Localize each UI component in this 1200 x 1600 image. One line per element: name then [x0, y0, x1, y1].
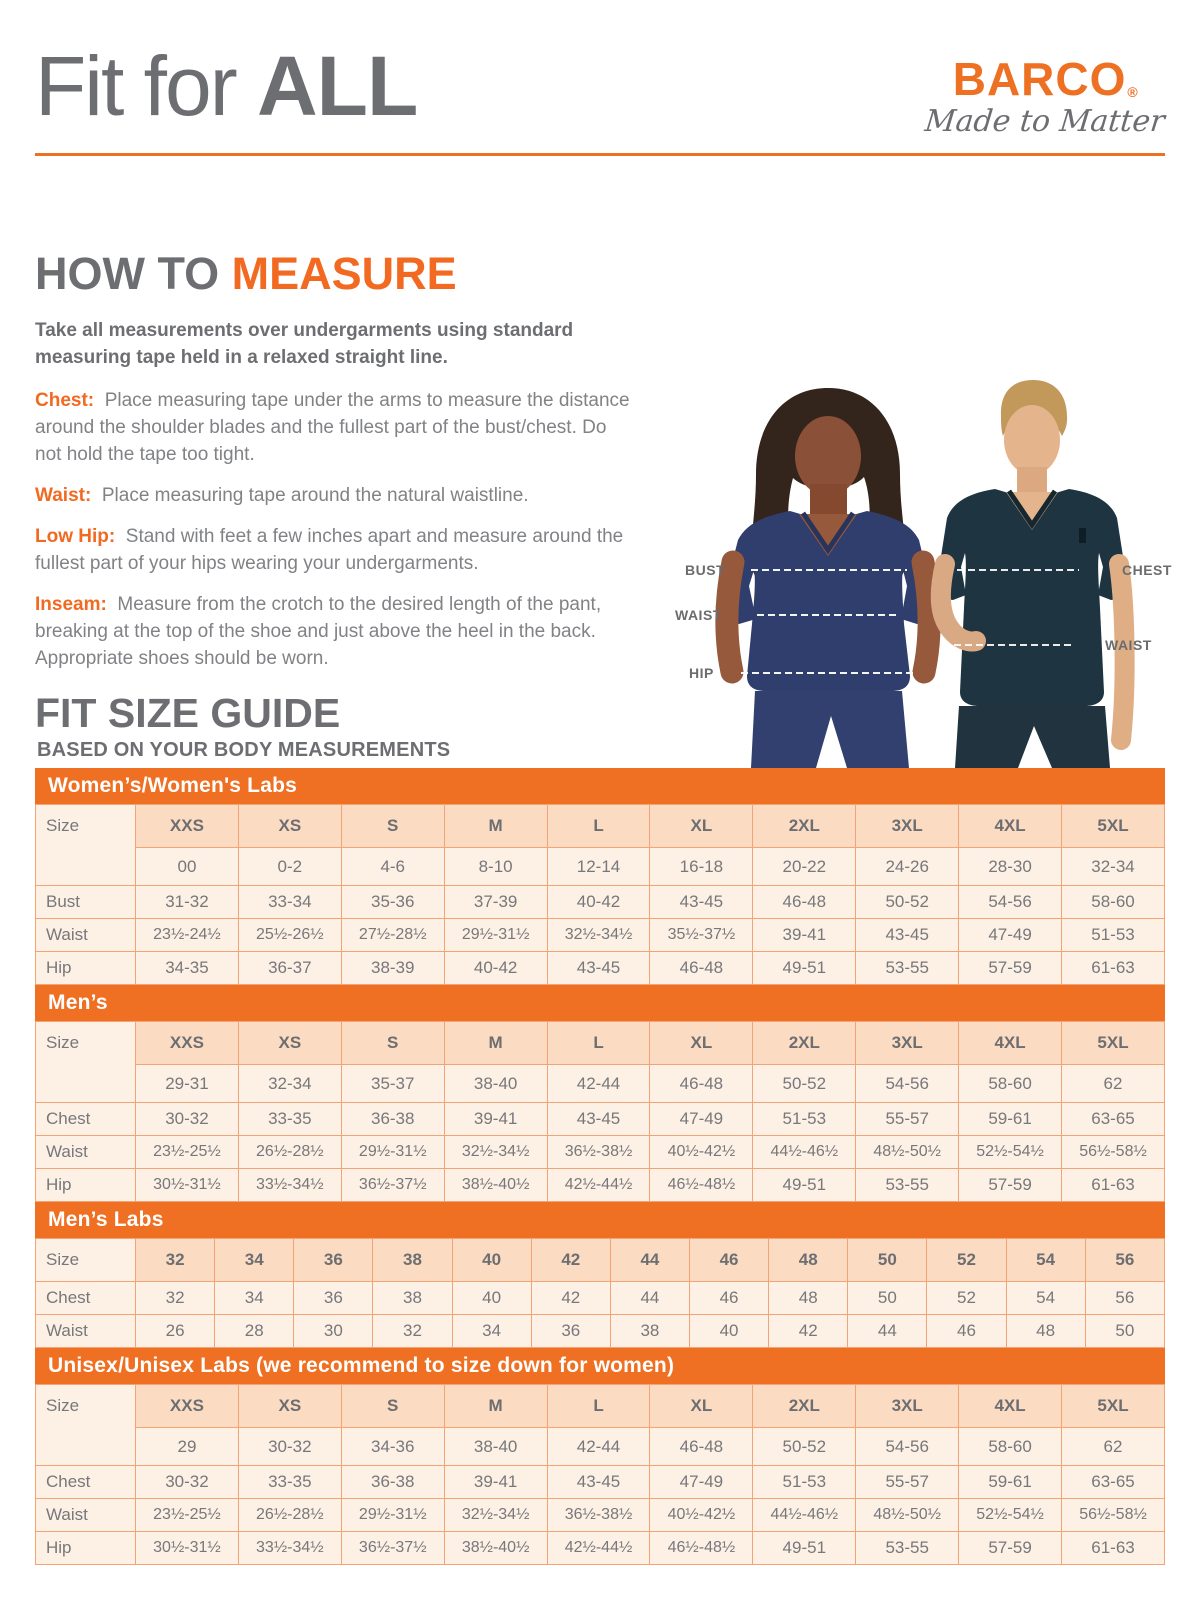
- size-header-cell: 5XL: [1062, 1022, 1165, 1065]
- numeric-size-cell: 0-2: [238, 848, 341, 886]
- waist-label-man: WAIST: [1105, 637, 1152, 653]
- measurement-cell: 29½-31½: [341, 1136, 444, 1169]
- measurement-cell: 50-52: [856, 886, 959, 919]
- size-table: [35, 1384, 1165, 1565]
- measurement-cell: 47-49: [650, 1103, 753, 1136]
- measurement-cell: 51-53: [753, 1466, 856, 1499]
- numeric-size-cell: 46-48: [650, 1065, 753, 1103]
- size-header-cell: 2XL: [753, 1385, 856, 1428]
- measure-item-inseam: [35, 592, 635, 673]
- numeric-size-cell: 8-10: [444, 848, 547, 886]
- measurement-cell: 47-49: [959, 919, 1062, 952]
- measurement-cell: 33-34: [238, 886, 341, 919]
- numeric-size-cell: 32-34: [1062, 848, 1165, 886]
- measurement-cell: 46½-48½: [650, 1169, 753, 1202]
- size-header-cell: L: [547, 805, 650, 848]
- row-label: Bust: [36, 886, 136, 919]
- measurement-cell: 35½-37½: [650, 919, 753, 952]
- size-header-cell: 38: [373, 1239, 452, 1282]
- page-title-light: Fit for: [35, 39, 258, 133]
- measurement-cell: 40: [452, 1282, 531, 1315]
- numeric-size-cell: 54-56: [856, 1428, 959, 1466]
- size-header-cell: XS: [238, 1022, 341, 1065]
- numeric-size-cell: 29: [136, 1428, 239, 1466]
- table-banner: Women’s/Women's Labs: [35, 768, 1165, 804]
- size-table: [35, 1238, 1165, 1348]
- size-header-cell: S: [341, 1385, 444, 1428]
- brand-tagline: Made to Matter: [923, 104, 1167, 139]
- table-banner: Unisex/Unisex Labs (we recommend to size down for women): [35, 1348, 1165, 1384]
- numeric-size-cell: 38-40: [444, 1428, 547, 1466]
- size-header-cell: 2XL: [753, 1022, 856, 1065]
- heading-gray-part: HOW TO: [35, 248, 232, 299]
- bust-label: BUST: [685, 562, 726, 578]
- table-banner: Men’s Labs: [35, 1202, 1165, 1238]
- measurement-cell: 48½-50½: [856, 1499, 959, 1532]
- measurement-cell: 36½-37½: [341, 1169, 444, 1202]
- page-header: [35, 39, 1167, 139]
- row-label: Waist: [36, 1315, 136, 1348]
- measurement-cell: 33½-34½: [238, 1169, 341, 1202]
- measurement-cell: 33-35: [238, 1466, 341, 1499]
- measure-item-waist: [35, 483, 635, 510]
- measurement-cell: 53-55: [856, 1532, 959, 1565]
- size-header-cell: 40: [452, 1239, 531, 1282]
- measurement-cell: 61-63: [1062, 1169, 1165, 1202]
- numeric-size-cell: 16-18: [650, 848, 753, 886]
- size-table-womens: [35, 768, 1165, 985]
- measurement-cell: 48½-50½: [856, 1136, 959, 1169]
- measurement-cell: 26½-28½: [238, 1499, 341, 1532]
- measurement-cell: 36: [531, 1315, 610, 1348]
- row-label: Hip: [36, 1532, 136, 1565]
- measurement-cell: 43-45: [856, 919, 959, 952]
- measurement-cell: 31-32: [136, 886, 239, 919]
- measurement-cell: 44½-46½: [753, 1136, 856, 1169]
- measurement-cell: 57-59: [959, 1169, 1062, 1202]
- size-header-cell: L: [547, 1022, 650, 1065]
- page-title-bold: ALL: [257, 39, 418, 133]
- measurement-cell: 47-49: [650, 1466, 753, 1499]
- measurement-cell: 46-48: [753, 886, 856, 919]
- size-header-cell: XL: [650, 805, 753, 848]
- measurement-cell: 48: [1006, 1315, 1085, 1348]
- size-header-cell: 2XL: [753, 805, 856, 848]
- measurement-cell: 50: [1085, 1315, 1164, 1348]
- fit-size-guide-subtitle: BASED ON YOUR BODY MEASUREMENTS: [37, 739, 451, 761]
- measurement-cell: 42½-44½: [547, 1169, 650, 1202]
- measurement-cell: 36-38: [341, 1103, 444, 1136]
- measurement-cell: 36: [294, 1282, 373, 1315]
- measurement-cell: 44½-46½: [753, 1499, 856, 1532]
- row-label: Hip: [36, 952, 136, 985]
- numeric-size-cell: 00: [136, 848, 239, 886]
- measurement-cell: 53-55: [856, 1169, 959, 1202]
- size-header-cell: XL: [650, 1385, 753, 1428]
- numeric-size-cell: 12-14: [547, 848, 650, 886]
- measure-item-text: Place measuring tape around the natural waistline.: [101, 484, 529, 506]
- measurement-cell: 46½-48½: [650, 1532, 753, 1565]
- size-header-cell: 56: [1085, 1239, 1164, 1282]
- measurement-cell: 23½-25½: [136, 1136, 239, 1169]
- size-header-cell: XL: [650, 1022, 753, 1065]
- size-table: [35, 804, 1165, 985]
- measurement-cell: 53-55: [856, 952, 959, 985]
- size-header-cell: S: [341, 805, 444, 848]
- how-to-measure-heading: [35, 248, 640, 300]
- numeric-size-cell: 42-44: [547, 1065, 650, 1103]
- measurement-cell: 44: [610, 1282, 689, 1315]
- numeric-size-cell: 42-44: [547, 1428, 650, 1466]
- numeric-size-cell: 58-60: [959, 1428, 1062, 1466]
- numeric-size-cell: 34-36: [341, 1428, 444, 1466]
- measurement-cell: 43-45: [547, 1103, 650, 1136]
- hip-label: HIP: [689, 665, 714, 681]
- size-header-cell: 34: [215, 1239, 294, 1282]
- size-header-cell: 48: [769, 1239, 848, 1282]
- measurement-cell: 34: [215, 1282, 294, 1315]
- measurement-cell: 54-56: [959, 886, 1062, 919]
- row-label: Waist: [36, 1499, 136, 1532]
- size-header-cell: XXS: [136, 1022, 239, 1065]
- measurement-cell: 42½-44½: [547, 1532, 650, 1565]
- numeric-size-cell: 54-56: [856, 1065, 959, 1103]
- size-header-cell: 36: [294, 1239, 373, 1282]
- measurement-cell: 56: [1085, 1282, 1164, 1315]
- measurement-cell: 25½-26½: [238, 919, 341, 952]
- measurement-cell: 29½-31½: [444, 919, 547, 952]
- measurement-cell: 40½-42½: [650, 1136, 753, 1169]
- measure-item-text: Measure from the crotch to the desired length of the pant, breaking at the top of the shoe and just above the heel in the back. Appropriate shoes should be worn.: [35, 593, 602, 669]
- measurement-cell: 39-41: [753, 919, 856, 952]
- measurement-cell: 43-45: [547, 1466, 650, 1499]
- woman-figure: [722, 388, 935, 768]
- measurement-cell: 33-35: [238, 1103, 341, 1136]
- row-label: Hip: [36, 1169, 136, 1202]
- measurement-cell: 46: [689, 1282, 768, 1315]
- measurement-cell: 32: [136, 1282, 215, 1315]
- measurement-cell: 61-63: [1062, 952, 1165, 985]
- measure-item-text: Stand with feet a few inches apart and measure around the fullest part of your hips wearing your undergarments.: [35, 525, 624, 574]
- measurement-cell: 36-38: [341, 1466, 444, 1499]
- measurement-cell: 30½-31½: [136, 1169, 239, 1202]
- fit-size-guide-title: FIT SIZE GUIDE: [35, 690, 341, 736]
- measurement-cell: 38½-40½: [444, 1532, 547, 1565]
- table-banner: Men’s: [35, 985, 1165, 1021]
- size-header-cell: XS: [238, 805, 341, 848]
- numeric-size-cell: 4-6: [341, 848, 444, 886]
- measurement-cell: 26½-28½: [238, 1136, 341, 1169]
- measurement-cell: 43-45: [650, 886, 753, 919]
- measurement-cell: 38½-40½: [444, 1169, 547, 1202]
- measurement-cell: 56½-58½: [1062, 1136, 1165, 1169]
- measurement-cell: 36½-37½: [341, 1532, 444, 1565]
- size-header-cell: L: [547, 1385, 650, 1428]
- heading-orange-part: MEASURE: [231, 248, 457, 299]
- numeric-size-cell: 50-52: [753, 1065, 856, 1103]
- numeric-size-cell: 58-60: [959, 1065, 1062, 1103]
- brand-wordmark: BARCO: [952, 53, 1127, 105]
- measurement-cell: 46-48: [650, 952, 753, 985]
- numeric-size-cell: 62: [1062, 1065, 1165, 1103]
- size-header-cell: 5XL: [1062, 805, 1165, 848]
- size-header-cell: XS: [238, 1385, 341, 1428]
- measurement-cell: 33½-34½: [238, 1532, 341, 1565]
- size-header-cell: M: [444, 1022, 547, 1065]
- numeric-size-cell: 20-22: [753, 848, 856, 886]
- measure-item-low-hip: [35, 524, 635, 578]
- measurement-cell: 48: [769, 1282, 848, 1315]
- measurement-cell: 38: [610, 1315, 689, 1348]
- size-header-cell: M: [444, 805, 547, 848]
- size-table-mens-labs: [35, 1202, 1165, 1348]
- measurement-cell: 38: [373, 1282, 452, 1315]
- measurement-cell: 61-63: [1062, 1532, 1165, 1565]
- measurement-cell: 63-65: [1062, 1466, 1165, 1499]
- size-table-mens: [35, 985, 1165, 1202]
- measurement-cell: 50: [848, 1282, 927, 1315]
- size-header-cell: S: [341, 1022, 444, 1065]
- measurement-cell: 46: [927, 1315, 1006, 1348]
- measurement-cell: 30½-31½: [136, 1532, 239, 1565]
- measurement-cell: 23½-24½: [136, 919, 239, 952]
- measurement-cell: 38-39: [341, 952, 444, 985]
- measurement-cell: 39-41: [444, 1103, 547, 1136]
- measurement-cell: 43-45: [547, 952, 650, 985]
- size-header-cell: 52: [927, 1239, 1006, 1282]
- size-header-cell: XXS: [136, 805, 239, 848]
- numeric-size-cell: 50-52: [753, 1428, 856, 1466]
- row-label: Chest: [36, 1466, 136, 1499]
- measurement-cell: 36½-38½: [547, 1499, 650, 1532]
- measurement-cell: 40½-42½: [650, 1499, 753, 1532]
- measurement-cell: 32½-34½: [547, 919, 650, 952]
- numeric-size-cell: 38-40: [444, 1065, 547, 1103]
- size-table: [35, 1021, 1165, 1202]
- measurement-cell: 37-39: [444, 886, 547, 919]
- size-table-unisex: [35, 1348, 1165, 1565]
- size-header-cell: 5XL: [1062, 1385, 1165, 1428]
- brand-logo: [925, 42, 1165, 139]
- size-header-cell: 3XL: [856, 805, 959, 848]
- measurement-cell: 59-61: [959, 1103, 1062, 1136]
- measurement-cell: 23½-25½: [136, 1499, 239, 1532]
- measurement-cell: 35-36: [341, 886, 444, 919]
- row-label: Size: [36, 805, 136, 886]
- numeric-size-cell: 30-32: [238, 1428, 341, 1466]
- measurement-cell: 51-53: [753, 1103, 856, 1136]
- measurement-cell: 52½-54½: [959, 1136, 1062, 1169]
- measurement-cell: 52: [927, 1282, 1006, 1315]
- measurement-cell: 30: [294, 1315, 373, 1348]
- size-header-cell: 50: [848, 1239, 927, 1282]
- size-tables: [35, 768, 1165, 1565]
- measurement-cell: 40-42: [444, 952, 547, 985]
- numeric-size-cell: 24-26: [856, 848, 959, 886]
- size-header-cell: 44: [610, 1239, 689, 1282]
- numeric-size-cell: 35-37: [341, 1065, 444, 1103]
- numeric-size-cell: 29-31: [136, 1065, 239, 1103]
- measurement-cell: 58-60: [1062, 886, 1165, 919]
- measurement-cell: 49-51: [753, 1169, 856, 1202]
- size-header-cell: XXS: [136, 1385, 239, 1428]
- measurement-cell: 27½-28½: [341, 919, 444, 952]
- waist-label-woman: WAIST: [675, 607, 722, 623]
- row-label: Waist: [36, 919, 136, 952]
- measurement-cell: 52½-54½: [959, 1499, 1062, 1532]
- measurement-cell: 40: [689, 1315, 768, 1348]
- measurement-cell: 42: [769, 1315, 848, 1348]
- numeric-size-cell: 28-30: [959, 848, 1062, 886]
- measurement-cell: 59-61: [959, 1466, 1062, 1499]
- how-to-measure-section: [35, 248, 640, 687]
- measurement-cell: 49-51: [753, 1532, 856, 1565]
- row-label: Size: [36, 1239, 136, 1282]
- numeric-size-cell: 62: [1062, 1428, 1165, 1466]
- size-header-cell: M: [444, 1385, 547, 1428]
- row-label: Size: [36, 1385, 136, 1466]
- numeric-size-cell: 46-48: [650, 1428, 753, 1466]
- measurement-cell: 57-59: [959, 952, 1062, 985]
- models-photo: [635, 372, 1200, 768]
- row-label: Waist: [36, 1136, 136, 1169]
- measurement-cell: 56½-58½: [1062, 1499, 1165, 1532]
- measurement-cell: 26: [136, 1315, 215, 1348]
- measurement-cell: 30-32: [136, 1466, 239, 1499]
- size-header-cell: 3XL: [856, 1385, 959, 1428]
- measurement-cell: 34-35: [136, 952, 239, 985]
- measure-item-label: Inseam:: [35, 593, 107, 615]
- chest-label-man: CHEST: [1122, 562, 1172, 578]
- measurement-cell: 63-65: [1062, 1103, 1165, 1136]
- measurement-cell: 28: [215, 1315, 294, 1348]
- measurement-cell: 30-32: [136, 1103, 239, 1136]
- divider-line: [35, 153, 1165, 156]
- measurement-cell: 55-57: [856, 1103, 959, 1136]
- registered-mark-icon: ®: [1127, 84, 1139, 100]
- measure-item-label: Chest:: [35, 389, 95, 411]
- measurement-cell: 34: [452, 1315, 531, 1348]
- size-header-cell: 4XL: [959, 1385, 1062, 1428]
- measure-item-label: Waist:: [35, 484, 92, 506]
- measurement-cell: 29½-31½: [341, 1499, 444, 1532]
- measurement-cell: 49-51: [753, 952, 856, 985]
- measurement-cell: 36-37: [238, 952, 341, 985]
- size-header-cell: 54: [1006, 1239, 1085, 1282]
- size-header-cell: 42: [531, 1239, 610, 1282]
- measurement-cell: 44: [848, 1315, 927, 1348]
- measure-intro: Take all measurements over undergarments using standard measuring tape held in a relaxed straight line.: [35, 320, 574, 368]
- page-title: [35, 39, 418, 133]
- man-figure: [937, 380, 1127, 768]
- row-label: Chest: [36, 1103, 136, 1136]
- measurement-cell: 32½-34½: [444, 1136, 547, 1169]
- measurement-cell: 54: [1006, 1282, 1085, 1315]
- measurement-cell: 32½-34½: [444, 1499, 547, 1532]
- numeric-size-cell: 32-34: [238, 1065, 341, 1103]
- measurement-cell: 32: [373, 1315, 452, 1348]
- brand-name: [925, 53, 1165, 105]
- measure-item-text: Place measuring tape under the arms to measure the distance around the shoulder blades and the fullest part of the bust/chest. Do not hold the tape too tight.: [35, 389, 630, 465]
- measure-item-label: Low Hip:: [35, 525, 116, 547]
- row-label: Chest: [36, 1282, 136, 1315]
- size-header-cell: 46: [689, 1239, 768, 1282]
- size-header-cell: 32: [136, 1239, 215, 1282]
- measurement-cell: 55-57: [856, 1466, 959, 1499]
- measure-item-chest: [35, 388, 635, 469]
- measurement-cell: 57-59: [959, 1532, 1062, 1565]
- size-header-cell: 4XL: [959, 1022, 1062, 1065]
- row-label: Size: [36, 1022, 136, 1103]
- size-header-cell: 3XL: [856, 1022, 959, 1065]
- size-header-cell: 4XL: [959, 805, 1062, 848]
- measurement-cell: 51-53: [1062, 919, 1165, 952]
- measurement-cell: 39-41: [444, 1466, 547, 1499]
- measurement-cell: 40-42: [547, 886, 650, 919]
- measurement-cell: 42: [531, 1282, 610, 1315]
- measurement-cell: 36½-38½: [547, 1136, 650, 1169]
